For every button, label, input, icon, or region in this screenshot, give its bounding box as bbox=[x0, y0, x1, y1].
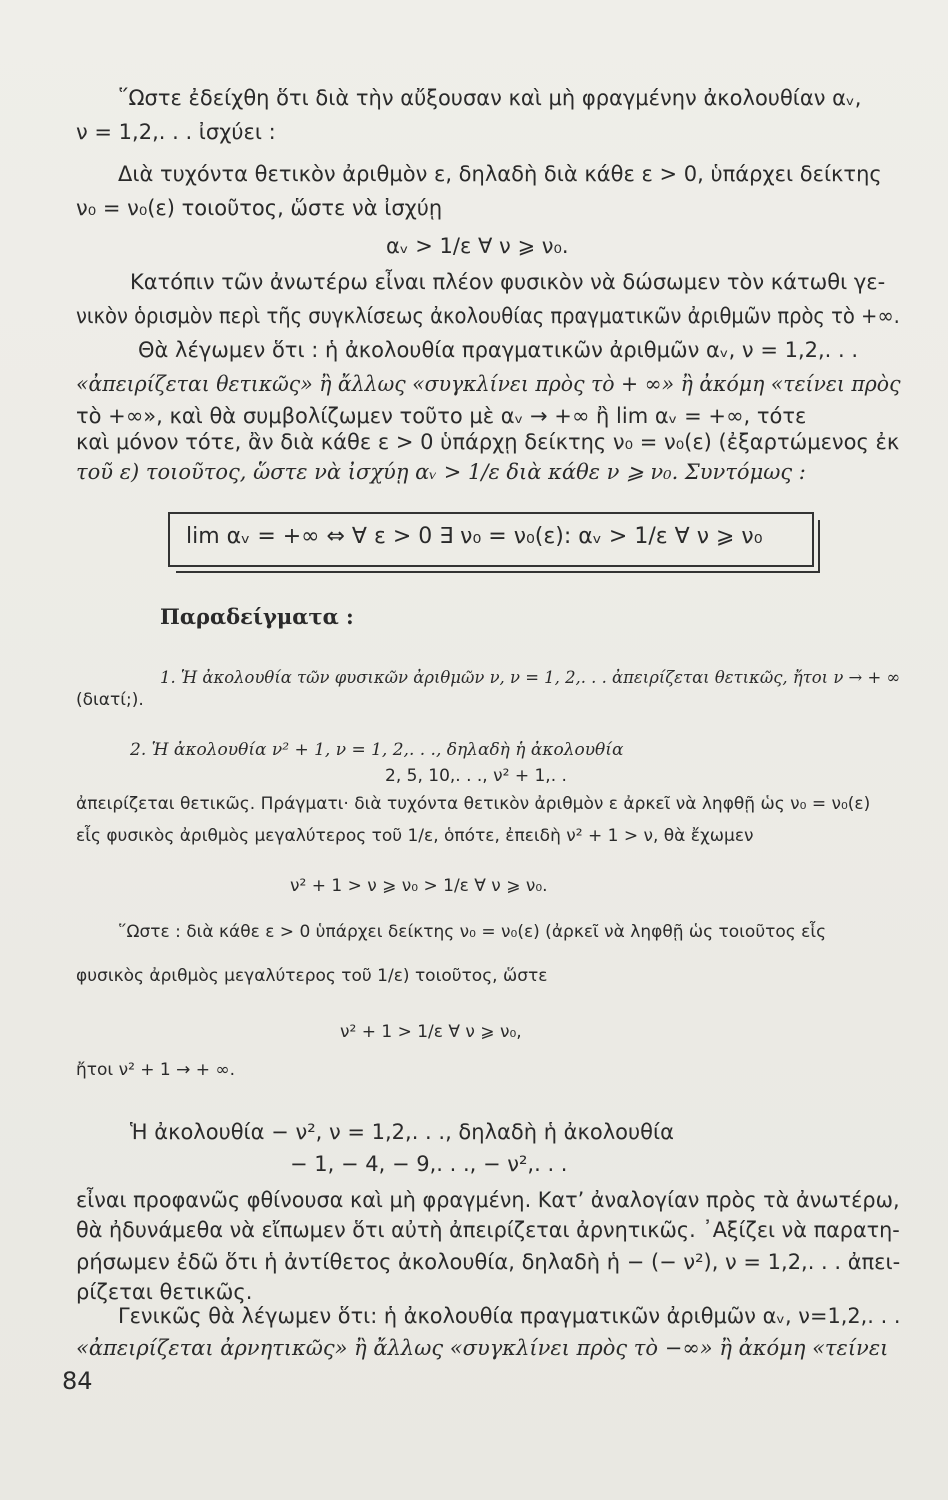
formula-line: ν² + 1 > ν ⩾ ν₀ > 1/ε ∀ ν ⩾ ν₀. bbox=[290, 876, 548, 896]
text-line: Θὰ λέγωμεν ὅτι : ἡ ἀκολουθία πραγματικῶν ἀριθμῶν αᵥ, ν = 1,2,. . . bbox=[138, 338, 859, 362]
text-line: Γενικῶς θὰ λέγωμεν ὅτι: ἡ ἀκολουθία πραγματικῶν ἀριθμῶν αᵥ, ν=1,2,. . . bbox=[118, 1304, 901, 1328]
text-line: «ἀπειρίζεται θετικῶς» ἢ ἄλλως «συγκλίνει πρὸς τὸ + ∞» ἢ ἀκόμη «τείνει πρὸς bbox=[76, 372, 901, 396]
text-line: καὶ μόνον τότε, ἂν διὰ κάθε ε > 0 ὑπάρχῃ δείκτης ν₀ = ν₀(ε) (ἐξαρτώμενος ἐκ bbox=[76, 430, 900, 454]
section-heading: Παραδείγματα : bbox=[160, 604, 354, 629]
text-line: τὸ +∞», καὶ θὰ συμβολίζωμεν τοῦτο μὲ αᵥ → +∞ ἢ lim αᵥ = +∞, τότε bbox=[76, 404, 807, 428]
text-line: θὰ ἠδυνάμεθα νὰ εἴπωμεν ὅτι αὐτὴ ἀπειρίζεται ἀρνητικῶς. ᾿Αξίζει νὰ παρατη- bbox=[76, 1218, 900, 1242]
definition-box bbox=[168, 512, 814, 567]
text-line: ῞Ωστε : διὰ κάθε ε > 0 ὑπάρχει δείκτης ν₀ = ν₀(ε) (ἀρκεῖ νὰ ληφθῇ ὡς τοιοῦτος εἷς bbox=[118, 922, 827, 942]
text-line: Κατόπιν τῶν ἀνωτέρω εἶναι πλέον φυσικὸν νὰ δώσωμεν τὸν κάτωθι γε- bbox=[130, 270, 886, 294]
text-line: ρίζεται θετικῶς. bbox=[76, 1280, 253, 1304]
formula-line: αᵥ > 1/ε ∀ ν ⩾ ν₀. bbox=[386, 234, 569, 258]
text-line: εἶναι προφανῶς φθίνουσα καὶ μὴ φραγμένη. Κατ’ ἀναλογίαν πρὸς τὰ ἀνωτέρω, bbox=[76, 1188, 900, 1212]
text-line: 2, 5, 10,. . ., ν² + 1,. . bbox=[385, 766, 567, 786]
text-line: ῞Ωστε ἐδείχθη ὅτι διὰ τὴν αὔξουσαν καὶ μὴ φραγμένην ἀκολουθίαν αᵥ, bbox=[118, 86, 862, 110]
text-line: − 1, − 4, − 9,. . ., − ν²,. . . bbox=[290, 1152, 568, 1176]
text-line: νικὸν ὁρισμὸν περὶ τῆς συγκλίσεως ἀκολουθίας πραγματικῶν ἀριθμῶν πρὸς τὸ +∞. bbox=[76, 304, 900, 328]
text-line: ρήσωμεν ἐδῶ ὅτι ἡ ἀντίθετος ἀκολουθία, δηλαδὴ ἡ − (− ν²), ν = 1,2,. . . ἀπει- bbox=[76, 1250, 901, 1274]
text-line: φυσικὸς ἀριθμὸς μεγαλύτερος τοῦ 1/ε) τοιοῦτος, ὥστε bbox=[76, 966, 548, 986]
text-line: 2. Ἡ ἀκολουθία ν² + 1, ν = 1, 2,. . ., δηλαδὴ ἡ ἀκολουθία bbox=[130, 740, 624, 760]
text-line: 1. Ἡ ἀκολουθία τῶν φυσικῶν ἀριθμῶν ν, ν = 1, 2,. . . ἀπειρίζεται θετικῶς, ἤτοι ν → + ∞ bbox=[160, 668, 901, 688]
text-line: εἷς φυσικὸς ἀριθμὸς μεγαλύτερος τοῦ 1/ε, ὁπότε, ἐπειδὴ ν² + 1 > ν, θὰ ἔχωμεν bbox=[76, 826, 754, 846]
text-line: τοῦ ε) τοιοῦτος, ὥστε νὰ ἰσχύῃ αᵥ > 1/ε διὰ κάθε ν ⩾ ν₀. Συντόμως : bbox=[76, 460, 806, 484]
text-line: ν = 1,2,. . . ἰσχύει : bbox=[76, 120, 276, 144]
text-line: ἤτοι ν² + 1 → + ∞. bbox=[76, 1060, 236, 1080]
text-line: Ἡ ἀκολουθία − ν², ν = 1,2,. . ., δηλαδὴ ἡ ἀκολουθία bbox=[130, 1120, 674, 1144]
formula-line: ν² + 1 > 1/ε ∀ ν ⩾ ν₀, bbox=[340, 1022, 522, 1042]
text-line: ἀπειρίζεται θετικῶς. Πράγματι· διὰ τυχόντα θετικὸν ἀριθμὸν ε ἀρκεῖ νὰ ληφθῇ ὡς ν₀ = ν₀(ε) bbox=[76, 794, 871, 814]
definition-formula: lim αᵥ = +∞ ⇔ ∀ ε > 0 ∃ ν₀ = ν₀(ε): αᵥ > 1/ε ∀ ν ⩾ ν₀ bbox=[186, 524, 763, 549]
page-number: 84 bbox=[62, 1367, 93, 1395]
text-line: (διατί;). bbox=[76, 690, 144, 710]
text-line: ν₀ = ν₀(ε) τοιοῦτος, ὥστε νὰ ἰσχύῃ bbox=[76, 196, 443, 220]
text-line: Διὰ τυχόντα θετικὸν ἀριθμὸν ε, δηλαδὴ διὰ κάθε ε > 0, ὑπάρχει δείκτης bbox=[118, 162, 882, 186]
text-line: «ἀπειρίζεται ἀρνητικῶς» ἢ ἄλλως «συγκλίνει πρὸς τὸ −∞» ἢ ἀκόμη «τείνει bbox=[76, 1336, 889, 1360]
